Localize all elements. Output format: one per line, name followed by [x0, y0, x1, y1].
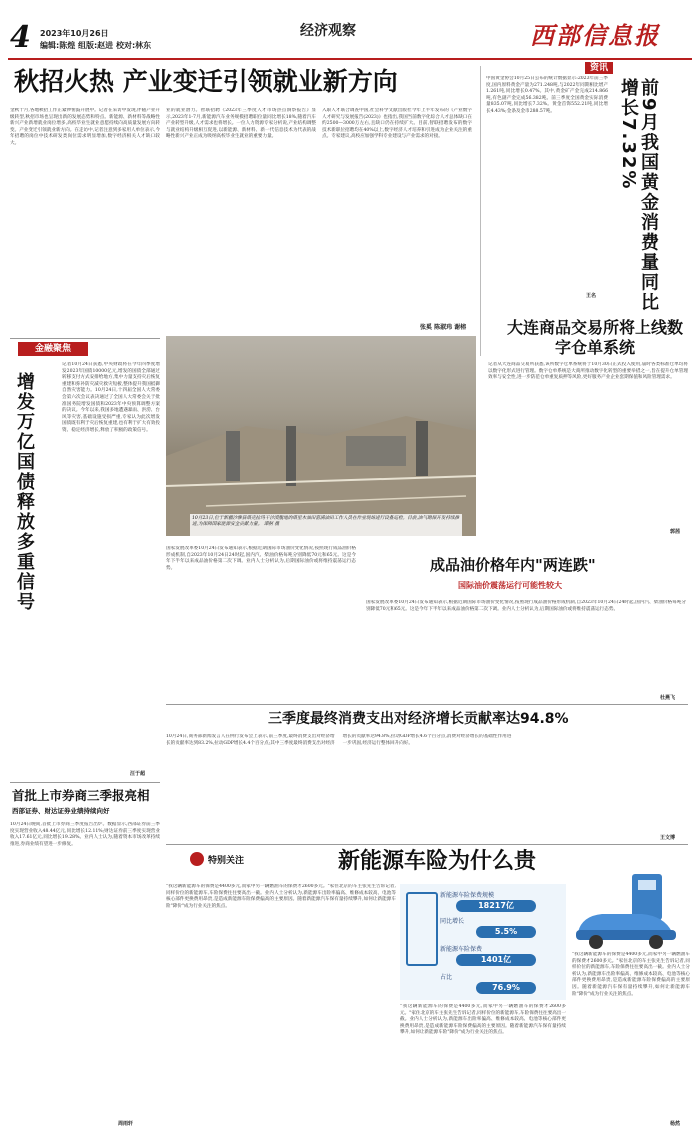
page-number: 4 [10, 20, 31, 55]
consumption-top-rule [166, 704, 688, 705]
main-headline: 秋招火热 产业变迁引领就业新方向 [14, 67, 398, 96]
oilfield-photo [166, 336, 476, 536]
section-title: 经济观察 [300, 23, 356, 39]
newspaper-logo: 西部信息报 [530, 21, 660, 50]
header-rule [8, 58, 692, 60]
gold-story-body: 中国黄金协会10月25日公布的统计数据显示:2023年前三季度,国内原料黄金产量为271.248吨,与2022年同期相比增产1.261吨,同比增长0.47%。其中,黄金矿产金完成214.866吨,有色副产金完成56.382吨。前三季度全国黄金实际消费量835.07吨,同比增长7.32%。黄金首饰552.21吨,同比增长4.43%;金条及金币288.57吨。 [486, 76, 608, 114]
sidebar-divider [480, 66, 481, 356]
trade-story-body: 记者从大连商品交易所获悉,该所数字仓单系统将于10月30日正式投入使用,届时各类标准仓单均将以数字化形式进行管理。数字仓单系统是大商所推动数字化转型的重要举措之一,旨在提升仓单管理效率与安全性,进一步防范仓单重复质押等风险,更好服务产业企业套期保值和风险管理需求。 [488, 362, 688, 381]
consumption-story-body: 10月24日,商务部新闻发言人在例行发布会上表示,前三季度,最终消费支出对经济增长的贡献率达到83.2%,拉动GDP增长4.4个百分点;其中三季度最终消费支出对经济增长的贡献率达94.8%,拉动GDP增长4.6个百分点,消费对经济增长的基础性作用进一步巩固,经济运行整体回升向好。 [166, 734, 512, 746]
feature-story-byline: 杨然 [670, 1121, 681, 1127]
feature-tag: 特别关注 [208, 856, 245, 866]
charging-station-icon [406, 892, 438, 966]
issue-date: 2023年10月26日 [40, 29, 109, 38]
finance-story-byline: 汪于超 [130, 771, 146, 777]
feature-story-body: "我这辆新能源车的保费是4400多元,而家中另一辆燃油车的保费才2600多元。"家住北京的车主张先生告诉记者,同样价位的新能源车,车险保费往往要高出一截。业内人士分析认为,新能源车出险率偏高、维修成本较高、电池等核心部件更换费用昂贵,是造成新能源车险保费偏高的主要原因。随着新能源汽车保有量持续攀升,如何让新能源车险"降价"成为行业关注的焦点。 [166, 884, 396, 909]
infographic-label-4: 占比 [440, 974, 453, 981]
feature-badge-icon [190, 852, 204, 866]
trade-headline: 大连商品交易所将上线数字仓单系统 [506, 318, 683, 357]
infographic-value-3: 1401亿 [456, 954, 536, 966]
feature-headline: 新能源车险为什么贵 [338, 849, 537, 874]
oil-subheadline: 国际油价震荡运行可能性较大 [458, 581, 562, 590]
photo-caption: 10月23日,位于新疆沙雅县塔克拉玛干沙漠腹地的塔里木油田富满油田工作人员在作业现场进行设备巡检。目前,油气勘探开发持续推进,为保障国家能源安全贡献力量。 谭舸 摄 [190, 514, 462, 544]
securities-story-body: 10月24日晚间,首批上市券商三季度报告出炉。数据显示,西部证券前三季度实现营业收入48.44亿元,同比增长12.11%;财达证券前三季度实现营业收入17.61亿元,同比增长19.28%。业内人士认为,随着资本市场改革持续推进,券商业绩有望进一步修复。 [10, 822, 160, 847]
car-illustration [572, 870, 690, 950]
securities-headline: 首批上市券商三季报亮相 [12, 788, 150, 803]
feature-story-body-cont: "我这辆新能源车的保费是4400多元,而家中另一辆燃油车的保费才2600多元。"家住北京的车主张先生告诉记者,同样价位的新能源车,车险保费往往要高出一截。业内人士分析认为,新能源车出险率偏高、维修成本较高、电池等核心部件更换费用昂贵,是造成新能源车险保费偏高的主要原因。随着新能源汽车保有量持续攀升,如何让新能源车险"降价"成为行业关注的焦点。 [400, 1004, 566, 1036]
insurance-infographic [400, 884, 566, 1000]
consumption-headline: 三季度最终消费支出对经济增长贡献率达94.8% [268, 711, 569, 727]
editor-credits: 编辑:陈煌 组版:赵进 校对:林东 [40, 41, 152, 50]
trade-story-byline: 郭茜 [670, 529, 681, 535]
main-story-column-1: 金秋十月,各地秋招工作正紧锣密鼓开展中。记者在采访中发现,伴随产业升级转型,秋招市场也呈现出新的发展态势和特点。新能源、新材料等战略性新兴产业新增就业岗位增多,高校毕业生就业意愿持续向高质量发展方向转变。产业变迁引领就业新方向。在走访中,记者注意到多家用人单位表示,今年招聘的岗位中技术研发类岗位需求明显增加,数字经济相关人才缺口较大。 [10, 108, 160, 146]
finance-top-rule [10, 338, 160, 339]
finance-tag: 金融聚焦 [18, 342, 88, 356]
infographic-label-1: 新能源车险保费规模 [440, 892, 495, 899]
oil-story-body: 国家发展改革委10月24日发布通知表示,根据近期国际市场油价变化情况,按照现行成品油价格形成机制,自2023年10月24日24时起,国内汽、柴油价格每吨分别降低70元和65元。这是今年下半年以来成品油价格第二次下调。业内人士分析认为,后期国际油价或将维持震荡运行态势。 [166, 546, 356, 571]
infographic-label-2: 同比增长 [440, 918, 465, 925]
securities-story-byline: 周雨轩 [118, 1121, 134, 1127]
main-story-column-2: 业的就业潜力。智联招聘《2023年三季度人才市场热点洞察报告》显示,2023年1-7月,新能源汽车业务规模招聘职位量同比增长18%,随着汽车产业转型升级,人才需求也将增长。一位人力资源专家分析说,产业结构调整与就业结构升级相互促进,以新能源、新材料、新一代信息技术为代表的战略性新兴产业正成为吸纳高校毕业生就业的重要力量。 [166, 108, 316, 140]
securities-top-rule [10, 782, 160, 783]
consumption-story-byline: 王文博 [660, 835, 676, 841]
oil-story-byline: 杜燕飞 [660, 695, 676, 701]
infographic-value-4: 76.9% [476, 982, 536, 994]
gold-story-headline: 前9月我国黄金消费量同比增长7.32% [618, 78, 659, 313]
feature-top-rule [166, 844, 688, 845]
finance-headline: 增发万亿国债释放多重信号 [14, 372, 35, 612]
feature-story-body-right: "我这辆新能源车的保费是4400多元,而家中另一辆燃油车的保费才2600多元。"家住北京的车主张先生告诉记者,同样价位的新能源车,车险保费往往要高出一截。业内人士分析认为,新能源车出险率偏高、维修成本较高、电池等核心部件更换费用昂贵,是造成新能源车险保费偏高的主要原因。随着新能源汽车保有量持续攀升,如何让新能源车险"降价"成为行业关注的焦点。 [572, 952, 690, 997]
car-icon [572, 870, 690, 950]
oil-story-body-cont: 国家发展改革委10月24日发布通知表示,根据近期国际市场油价变化情况,按照现行成品油价格形成机制,自2023年10月24日24时起,国内汽、柴油价格每吨分别降低70元和65元。这是今年下半年以来成品油价格第二次下调。业内人士分析认为,后期国际油价或将维持震荡运行态势。 [366, 600, 686, 612]
oilfield-photo-graphic [166, 336, 476, 536]
infographic-label-3: 新能源车险保费 [440, 946, 483, 953]
main-story-column-3: 入职人才联合调查中国,社会科学文献出版社今年上半年发布的《产业数字人才研究与发展报告(2023)》也指出,我国当前数字化综合人才总体缺口在约2500—3000万左右,且缺口仍在持续扩大。目前,智联招聘发布的数字技术新职位招聘均在40%以上,数字经济人才培养和引进成为企业关注的重点。专家建议,高校应加强学科专业建设与产业需求的对接。 [322, 108, 472, 140]
securities-subheadline: 西部证券、财达证券业绩持续向好 [12, 807, 110, 815]
gold-story-byline: 王名 [586, 293, 597, 299]
finance-story-body: 记者10月24日获悉,中央财政将在今年四季度增发2023年国债10000亿元,增发的国债全部通过转移支付方式安排给地方,集中力量支持灾后恢复重建和弥补防灾减灾救灾短板,整体提升我国抵御自然灾害能力。10月24日,十四届全国人大常委会第六次会议表决通过了全国人大常委会关于批准国务院增发国债和2023年中央预算调整方案的决议。今年以来,我国多地遭遇暴雨、洪涝、台风等灾害,基础设施受损严重,专家认为此次增发国债既有利于灾后恢复重建,也有利于扩大有效投资、稳定经济增长,释放了积极的政策信号。 [62, 362, 160, 433]
oil-headline: 成品油价格年内"两连跌" [430, 556, 596, 574]
page-header [0, 0, 700, 56]
news-tag: 资讯 [585, 62, 613, 74]
infographic-value-1: 18217亿 [456, 900, 536, 912]
infographic-value-2: 5.5% [476, 926, 536, 938]
main-story-byline: 张奚 陈淑玮 谢榕 [420, 324, 467, 331]
